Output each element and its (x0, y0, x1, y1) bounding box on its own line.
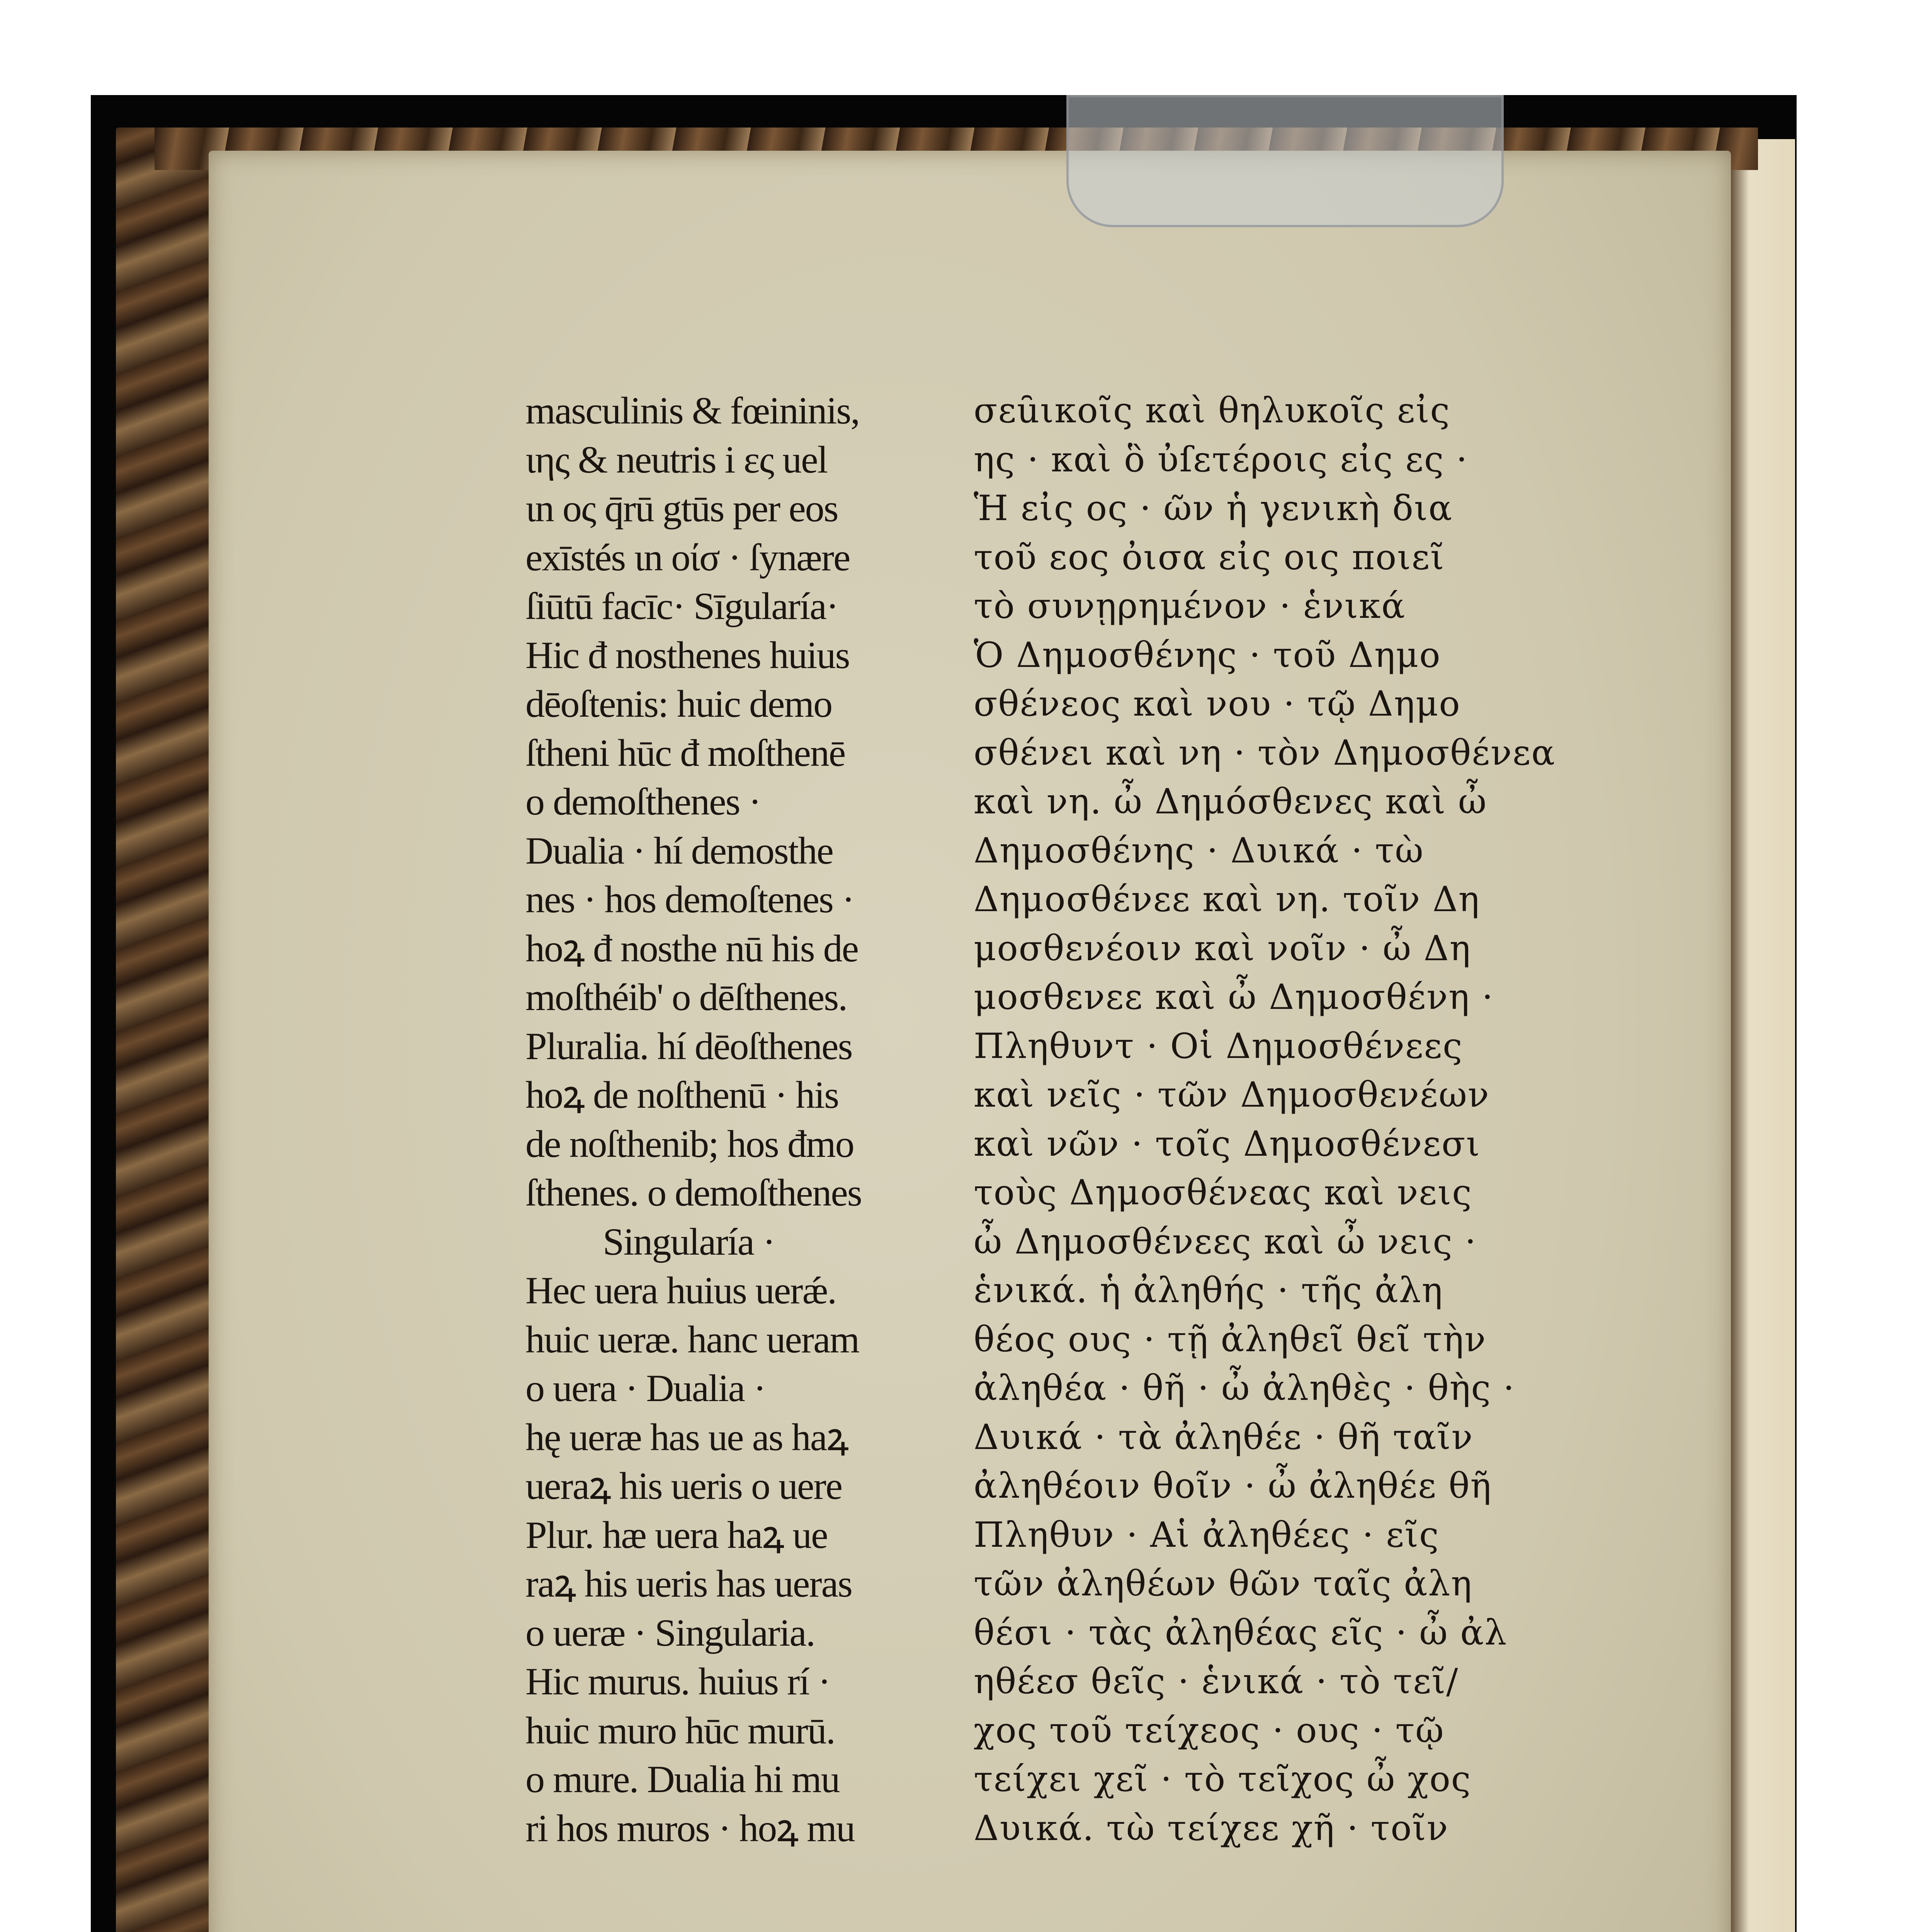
text-line: moſthéib' o dēſthenes. (525, 976, 847, 1019)
text-line: Ἡ εἰς ος · ῶν ἡ γενικὴ δια (974, 488, 1453, 529)
text-line: Hic murus. huius rí · (525, 1660, 830, 1703)
text-line: σθένει καὶ νη · τὸν Δημοσθένεα (974, 732, 1556, 773)
text-line: Δυικά · τὰ ἀληθέε · θῆ ταῖν (974, 1417, 1474, 1458)
text-line: hę ueræ has ue as haꝝ (525, 1415, 848, 1459)
text-line: ri hos muros · hoꝝ mu (525, 1806, 855, 1850)
text-line: Πληθυντ · Οἱ Δημοσθένεες (974, 1026, 1463, 1066)
text-line: θέσι · τὰς ἀληθέας εῖς · ὦ ἀλ (974, 1612, 1508, 1653)
page-clip-top (1066, 95, 1504, 227)
text-line: ἑνικά. ἡ ἀληθής · τῆς ἀλη (974, 1270, 1443, 1311)
text-line: τείχει χεῖ · τὸ τεῖχος ὦ χος (974, 1759, 1472, 1799)
text-line: hoꝝ de noſthenū · his (525, 1073, 839, 1116)
text-line: ης · καὶ ὃ ὐſετέροις εἰς ες · (974, 439, 1468, 480)
text-line: raꝝ his ueris has ueras (525, 1562, 852, 1605)
text-line: χος τοῦ τείχεος · ους · τῷ (974, 1710, 1445, 1751)
binding-left-board (116, 128, 213, 1932)
text-line: ἀληθέοιν θοῖν · ὦ ἀληθέε θῆ (974, 1466, 1492, 1506)
text-line: ſiūtū facīc· Sīgularía· (525, 585, 838, 628)
greek-text-column (974, 386, 1556, 1853)
text-line: θέος ους · τῇ ἀληθεῖ θεῖ τὴν (974, 1319, 1487, 1360)
text-line: Δημοσθένεε καὶ νη. τοῖν Δη (974, 879, 1480, 920)
text-line: ſthenes. o demoſthenes (525, 1171, 862, 1214)
text-line: Dualia · hí demosthe (525, 829, 833, 872)
text-line: o mure. Dualia hi mu (525, 1758, 840, 1801)
text-line: Hic đ nosthenes huius (525, 633, 850, 677)
text-line: ιης & neutris i ες uel (525, 438, 828, 481)
latin-text-column (525, 386, 862, 1853)
text-line: καὶ νη. ὦ Δημόσθενες καὶ ὦ (974, 781, 1488, 822)
text-line: ηθέεσ θεῖς · ἑνικά · τὸ τεῖ/ (974, 1661, 1459, 1702)
text-line: σεȗικοῖς καὶ θηλυκοῖς εἰς (974, 390, 1450, 431)
text-line: Δυικά. τὼ τείχεε χῆ · τοῖν (974, 1808, 1449, 1849)
text-line: Πληθυν · Αἱ ἀληθέες · εῖς (974, 1514, 1440, 1555)
text-line: τοῦ εος ὀισα εἰς οις ποιεῖ (974, 537, 1445, 578)
text-line: μοσθενέοιν καὶ νοῖν · ὦ Δη (974, 928, 1471, 969)
text-line: nes · hos demoſtenes · (525, 878, 854, 921)
text-line: o demoſthenes · (525, 780, 761, 823)
text-line: τοὺς Δημοσθένεας καὶ νεις (974, 1172, 1472, 1213)
text-line: τῶν ἀληθέων θῶν ταῖς ἀλη (974, 1563, 1473, 1604)
text-line: dēoſtenis: huic demo (525, 682, 832, 725)
text-line: τὸ συνῃρημένον · ἑνικά (974, 586, 1406, 626)
text-line: de noſthenib; hos đmo (525, 1122, 854, 1165)
text-line: ιn oς q̄rū gtūs per eos (525, 487, 838, 530)
text-line: huic ueræ. hanc ueram (525, 1318, 859, 1361)
text-line: exīstés ιn οίσ · ſynære (525, 536, 850, 579)
text-line: Plur. hæ uera haꝝ ue (525, 1513, 828, 1556)
text-line: ueraꝝ his ueris o uere (525, 1464, 842, 1507)
text-line: Singularía · (603, 1220, 775, 1263)
text-line: καὶ νῶν · τοῖς Δημοσθένεσι (974, 1123, 1481, 1164)
text-line: masculinis & fœininis, (525, 389, 860, 432)
text-line: Ὁ Δημοσθένης · τοῦ Δημο (974, 634, 1441, 675)
text-line: o uera · Dualia · (525, 1367, 766, 1410)
text-line: σθένεος καὶ νου · τῷ Δημο (974, 684, 1461, 724)
text-line: Δημοσθένης · Δυικά · τὼ (974, 830, 1424, 871)
text-line: ſtheni hūc đ moſthenē (525, 731, 845, 774)
binding-right-page-edge (1727, 139, 1795, 1932)
text-line: καὶ νεῖς · τῶν Δημοσθενέων (974, 1075, 1490, 1115)
text-line: huic muro hūc murū. (525, 1709, 835, 1752)
text-line: ἀληθέα · θῆ · ὦ ἀληθὲς · θὴς · (974, 1368, 1515, 1408)
text-line: hoꝝ đ nosthe nū his de (525, 927, 858, 970)
text-line: μοσθενεε καὶ ὦ Δημοσθένη · (974, 977, 1494, 1017)
text-line: Pluralia. hí dēoſthenes (525, 1024, 852, 1068)
text-line: Hec uera huius uerǽ. (525, 1269, 836, 1312)
text-line: ὦ Δημοσθένεες καὶ ὦ νεις · (974, 1221, 1477, 1262)
text-line: o ueræ · Singularia. (525, 1611, 815, 1654)
